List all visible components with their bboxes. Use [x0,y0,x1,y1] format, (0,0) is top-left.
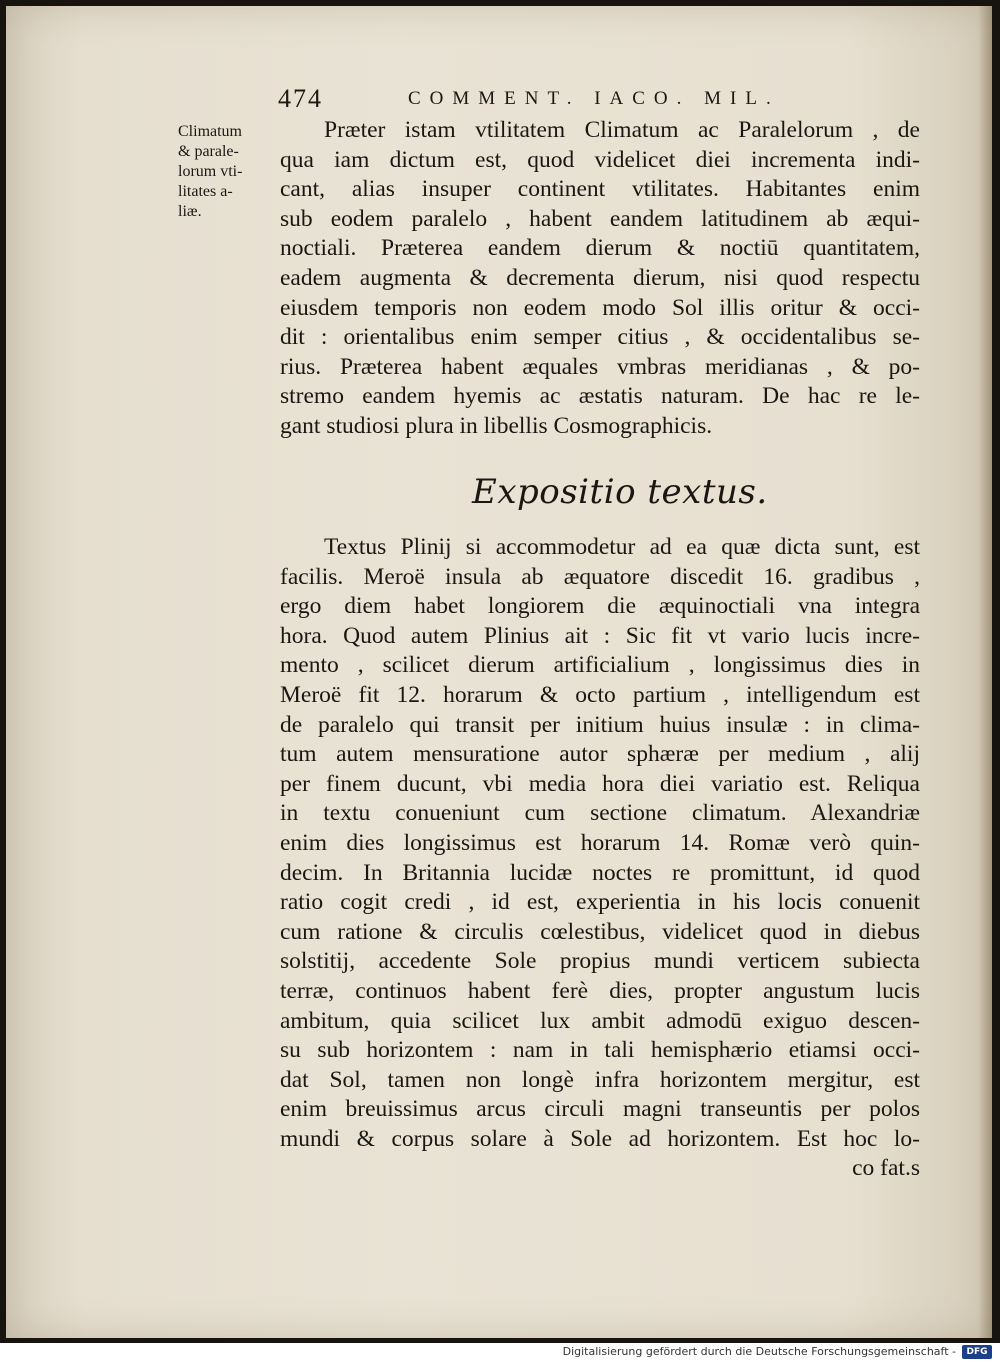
catchword: co fat.s [852,1155,920,1182]
text-line: tum autem mensuratione autor sphæræ per medium , alij [280,741,920,768]
text-line: mento , scilicet dierum artificialium , longissimus dies in [280,652,920,679]
text-line: cant, alias insuper continent vtilitates. Habitantes enim [280,176,920,203]
margin-note-line: Climatum [178,123,242,140]
paragraph-1 [280,116,920,442]
margin-note-line: litates a- [178,183,233,200]
paragraph-2 [280,533,920,1184]
text-line: ambitum, quia scilicet lux ambit admodū exiguo descen- [280,1007,920,1034]
text-line: eiusdem temporis non eodem modo Sol illis oritur & occi- [280,294,920,321]
text-line: solstitij, accedente Sole propius mundi verticem subiecta [280,948,920,975]
text-line: gant studiosi plura in libellis Cosmographicis. [280,412,713,439]
text-line: de paralelo qui transit per initium huius insulæ : in clima- [280,711,920,738]
page-number: 474 [278,84,323,113]
margin-note-line: lorum vti- [178,163,243,180]
running-head: COMMENT. IACO. MIL. [408,88,780,109]
footer-credit: Digitalisierung gefördert durch die Deutsche Forschungsgemeinschaft - [562,1345,956,1358]
text-line: terræ, continuos habent ferè dies, propter angustum lucis [280,977,920,1004]
text-line: facilis. Meroë insula ab æquatore discedit 16. gradibus , [280,563,920,590]
text-line: Præter istam vtilitatem Climatum ac Paralelorum , de [324,117,920,143]
margin-note-line: & parale- [178,143,239,160]
margin-note-line: liæ. [178,203,202,220]
section-title: Expositio textus. [472,472,768,512]
page-edge-shadow [978,6,992,1338]
dfg-logo: DFG [962,1345,992,1359]
text-line: in textu conueniunt cum sectione climatum. Alexandriæ [280,800,920,827]
margin-note [178,122,282,222]
text-line: dit : orientalibus enim semper citius , & occidentalibus se- [280,324,920,351]
footer-bar [0,1343,1000,1362]
text-line: decim. In Britannia lucidæ noctes re promittunt, id quod [280,859,920,886]
text-line: qua iam dictum est, quod videlicet diei incrementa indi- [280,146,920,173]
text-line: sub eodem paralelo , habent eandem latitudinem ab æqui- [280,205,920,232]
text-line: stremo eandem hyemis ac æstatis naturam. De hac re le- [280,383,920,410]
text-line: Textus Plinij si accommodetur ad ea quæ dicta sunt, est [324,534,920,560]
text-line: mundi & corpus solare à Sole ad horizontem. Est hoc lo- [280,1125,920,1152]
page-header [278,84,918,120]
text-line: hora. Quod autem Plinius ait : Sic fit vt vario lucis incre- [280,622,920,649]
text-line: noctiali. Præterea eandem dierum & noctiū quantitatem, [280,235,920,262]
text-line: rius. Præterea habent æquales vmbras meridianas , & po- [280,353,920,380]
text-line: eadem augmenta & decrementa dierum, nisi quod respectu [280,264,920,291]
text-line: per finem ducunt, vbi media hora diei variatio est. Reliqua [280,770,920,797]
text-line: enim breuissimus arcus circuli magni transeuntis per polos [280,1096,920,1123]
text-line: dat Sol, tamen non longè infra horizontem mergitur, est [280,1066,920,1093]
text-line: ergo diem habet longiorem die æquinoctiali vna integra [280,593,920,620]
text-line: ratio cogit credi , id est, experientia in his locis conuenit [280,889,920,916]
text-line: su sub horizontem : nam in tali hemisphærio etiamsi occi- [280,1037,920,1064]
text-line: Meroë fit 12. horarum & octo partium , intelligendum est [280,681,920,708]
text-line: enim dies longissimus est horarum 14. Romæ verò quin- [280,829,920,856]
text-line: cum ratione & circulis cœlestibus, videlicet quod in diebus [280,918,920,945]
